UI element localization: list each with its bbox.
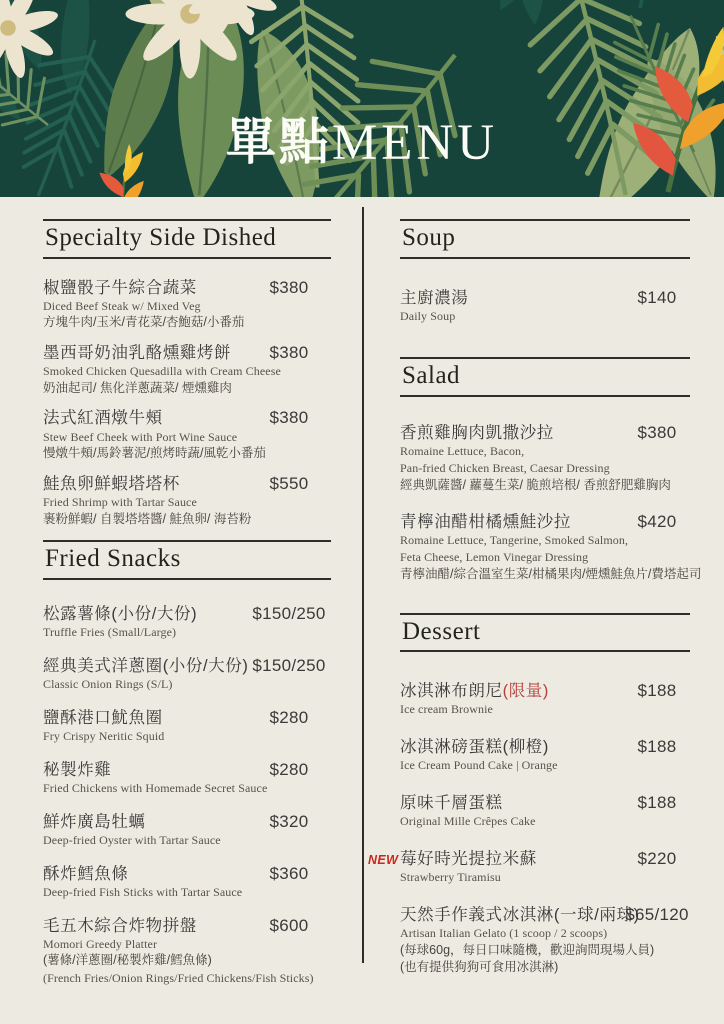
menu-title xyxy=(0,102,724,174)
item-name-zh: 冰淇淋布朗尼(限量) xyxy=(400,682,549,701)
item-descriptions xyxy=(43,781,331,797)
item-name-zh: 青檸油醋柑橘燻鮭沙拉 xyxy=(400,513,571,532)
menu-title-en: MENU xyxy=(331,115,499,171)
item-price: $380 xyxy=(269,277,309,297)
section-heading: Dessert xyxy=(400,613,690,653)
item-desc-zh: (也有提供狗狗可食用冰淇淋) xyxy=(400,960,559,975)
item-descriptions xyxy=(400,926,690,977)
section-items xyxy=(43,279,331,529)
item-name-zh: 主廚濃湯 xyxy=(400,288,469,307)
item-desc-en: Daily Soup xyxy=(400,308,456,323)
menu-item xyxy=(43,761,331,797)
item-desc-en: Feta Cheese, Lemon Vinegar Dressing xyxy=(400,550,589,565)
section-specialty xyxy=(43,219,331,528)
item-price: $380 xyxy=(637,422,677,442)
item-name-zh: 莓好時光提拉米蘇 xyxy=(400,849,537,868)
item-price: $140 xyxy=(637,287,677,307)
section-heading: Soup xyxy=(400,219,690,259)
section-fried xyxy=(43,540,331,987)
item-price: $360 xyxy=(269,863,309,883)
item-price: $380 xyxy=(269,408,309,428)
section-items xyxy=(400,289,690,325)
item-name-zh: 天然手作義式冰淇淋(一球/兩球) xyxy=(400,905,640,924)
item-name-zh: 原味千層蛋糕 xyxy=(400,793,503,812)
item-desc-en: Original Mille Crêpes Cake xyxy=(400,814,536,829)
menu-item xyxy=(400,424,690,494)
item-name-zh: 毛五木綜合炸物拼盤 xyxy=(43,916,197,935)
menu-item xyxy=(400,682,690,718)
item-desc-zh: 青檸油醋/綜合溫室生菜/柑橘果肉/煙燻鮭魚片/費塔起司 xyxy=(400,567,702,582)
section-heading: Specialty Side Dished xyxy=(43,219,331,259)
menu-title-zh: 單點 xyxy=(225,114,332,170)
section-heading: Salad xyxy=(400,357,690,397)
item-descriptions xyxy=(400,702,690,718)
item-price: $280 xyxy=(269,759,309,779)
item-desc-en: Truffle Fries (Small/Large) xyxy=(43,624,177,639)
item-descriptions xyxy=(400,533,702,583)
menu-item xyxy=(368,848,690,886)
section-dessert xyxy=(368,613,690,977)
item-price: $188 xyxy=(637,792,677,812)
item-desc-en: (French Fries/Onion Rings/Fried Chickens/Fish Sticks) xyxy=(43,970,314,985)
section-items xyxy=(400,422,702,584)
item-desc-en: Fried Chickens with Homemade Secret Sauce xyxy=(43,780,268,795)
section-heading: Fried Snacks xyxy=(43,540,331,580)
item-desc-zh: 奶油起司/ 焦化洋蔥蔬菜/ 煙燻雞肉 xyxy=(43,380,232,395)
item-price: $150/250 xyxy=(252,603,326,623)
item-price: $380 xyxy=(269,342,309,362)
item-descriptions xyxy=(400,444,690,494)
item-desc-en: Deep-fried Fish Sticks with Tartar Sauce xyxy=(43,884,243,899)
menu-item xyxy=(43,409,331,462)
item-name-zh: 鹽酥港口魷魚圈 xyxy=(43,708,163,727)
new-badge: NEW xyxy=(368,852,399,867)
item-desc-en: Fry Crispy Neritic Squid xyxy=(43,728,165,743)
item-desc-zh: (薯條/洋蔥圈/秘製炸雞/鱈魚條) xyxy=(43,953,212,968)
item-descriptions xyxy=(43,729,331,745)
item-name-zh: 鮮炸廣島牡蠣 xyxy=(43,812,146,831)
banner xyxy=(0,0,724,197)
item-name-zh: 墨西哥奶油乳酪燻雞烤餅 xyxy=(43,343,232,362)
menu-item xyxy=(43,917,331,987)
item-price: $220 xyxy=(637,848,677,868)
section-items xyxy=(368,681,690,977)
column-divider xyxy=(362,207,364,963)
item-price: $188 xyxy=(637,736,677,756)
item-desc-zh: 方塊牛肉/玉米/青花菜/杏鮑菇/小番茄 xyxy=(43,315,245,330)
item-desc-en: Momori Greedy Platter xyxy=(43,936,158,951)
item-name-zh: 經典美式洋蔥圈(小份/大份) xyxy=(43,656,249,675)
item-descriptions xyxy=(43,430,331,463)
item-desc-en: Fried Shrimp with Tartar Sauce xyxy=(43,494,197,509)
item-price: $65/120 xyxy=(625,904,689,924)
item-name-zh: 冰淇淋磅蛋糕(柳橙) xyxy=(400,737,549,756)
item-desc-en: Pan-fried Chicken Breast, Caesar Dressing xyxy=(400,460,610,475)
item-desc-zh: 裹粉鮮蝦/ 自製塔塔醬/ 鮭魚卵/ 海苔粉 xyxy=(43,511,252,526)
item-desc-en: Deep-fried Oyster with Tartar Sauce xyxy=(43,832,221,847)
item-price: $188 xyxy=(637,681,677,701)
item-descriptions xyxy=(43,937,331,987)
section-items xyxy=(43,605,331,987)
menu-item xyxy=(400,738,690,774)
menu-item xyxy=(400,906,690,977)
section-soup xyxy=(400,219,690,324)
item-price: $320 xyxy=(269,811,309,831)
item-desc-zh: (每球60g，每日口味隨機，歡迎詢問現場人員) xyxy=(400,942,655,957)
item-descriptions xyxy=(400,814,690,830)
menu-item xyxy=(43,344,331,397)
menu-item xyxy=(43,475,331,528)
item-desc-zh: 慢燉牛頰/馬鈴薯泥/煎烤時蔬/風乾小番茄 xyxy=(43,446,266,461)
item-price: $280 xyxy=(269,707,309,727)
menu-column-right xyxy=(368,219,702,997)
item-name-zh: 秘製炸雞 xyxy=(43,760,112,779)
menu-item xyxy=(43,813,331,849)
item-desc-en: Romaine Lettuce, Tangerine, Smoked Salmon, xyxy=(400,533,629,548)
item-price: $550 xyxy=(269,473,309,493)
item-descriptions xyxy=(43,833,331,849)
item-name-zh: 酥炸鱈魚條 xyxy=(43,864,129,883)
menu-item xyxy=(43,605,331,641)
item-desc-en: Romaine Lettuce, Bacon, xyxy=(400,444,525,459)
item-desc-en: Classic Onion Rings (S/L) xyxy=(43,676,173,691)
item-descriptions xyxy=(43,364,331,397)
menu-item xyxy=(400,512,702,583)
item-descriptions xyxy=(43,625,331,641)
item-price: $420 xyxy=(637,512,677,532)
item-descriptions xyxy=(400,870,690,886)
menu-column-left xyxy=(43,219,331,1003)
item-desc-en: Stew Beef Cheek with Port Wine Sauce xyxy=(43,429,238,444)
item-name-zh: 松露薯條(小份/大份) xyxy=(43,604,198,623)
item-desc-en: Strawberry Tiramisu xyxy=(400,870,501,884)
item-desc-en: Ice Cream Pound Cake | Orange xyxy=(400,758,558,773)
menu-item xyxy=(43,279,331,332)
menu-item xyxy=(43,657,331,693)
menu-item xyxy=(43,709,331,745)
item-name-zh: 鮭魚卵鮮蝦塔塔杯 xyxy=(43,474,180,493)
item-desc-en: Diced Beef Steak w/ Mixed Veg xyxy=(43,298,201,313)
item-desc-en: Ice cream Brownie xyxy=(400,702,493,717)
item-descriptions xyxy=(400,309,690,325)
item-descriptions xyxy=(43,885,331,901)
item-name-zh: 椒鹽骰子牛綜合蔬菜 xyxy=(43,278,197,297)
section-salad xyxy=(400,357,702,583)
item-desc-zh: 經典凱薩醬/ 蘿蔓生菜/ 脆煎培根/ 香煎舒肥雞胸肉 xyxy=(400,477,671,492)
menu-item xyxy=(43,865,331,901)
item-price: $150/250 xyxy=(252,655,326,675)
menu-item xyxy=(400,794,690,830)
item-descriptions xyxy=(43,495,331,528)
item-price: $600 xyxy=(269,915,309,935)
item-name-zh: 香煎雞胸肉凱撒沙拉 xyxy=(400,423,554,442)
item-desc-en: Artisan Italian Gelato (1 scoop / 2 scoops) xyxy=(400,925,608,940)
menu-item xyxy=(400,289,690,325)
item-name-limited-tag: (限量) xyxy=(502,682,549,701)
item-descriptions xyxy=(43,677,331,693)
item-descriptions xyxy=(43,299,331,332)
item-descriptions xyxy=(400,758,690,774)
item-desc-en: Smoked Chicken Quesadilla with Cream Cheese xyxy=(43,364,281,379)
item-name-zh: 法式紅酒燉牛頰 xyxy=(43,409,163,428)
